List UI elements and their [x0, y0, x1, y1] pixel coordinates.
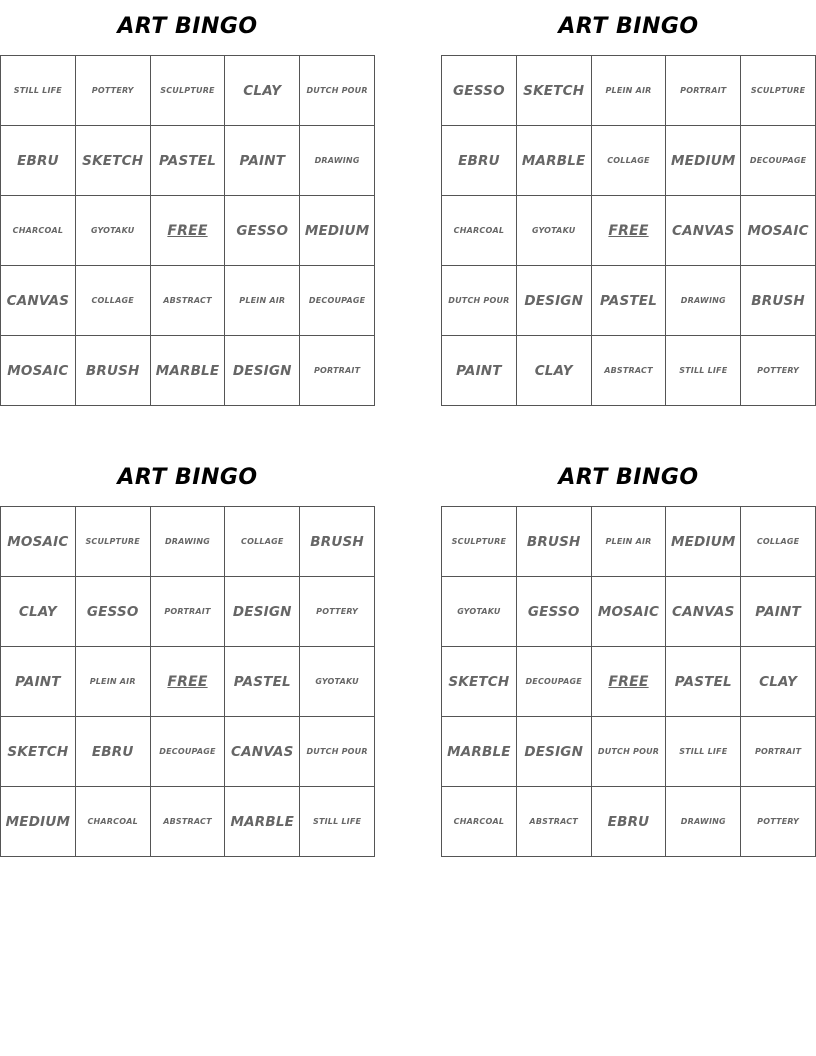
bingo-cell: DUTCH POUR: [442, 266, 517, 336]
bingo-cell: SKETCH: [442, 647, 517, 717]
bingo-cell: SCULPTURE: [151, 56, 226, 126]
bingo-cell: GESSO: [76, 577, 151, 647]
bingo-cell: CHARCOAL: [76, 787, 151, 857]
bingo-cell: COLLAGE: [741, 507, 816, 577]
bingo-cell: MARBLE: [442, 717, 517, 787]
bingo-card-4: [441, 451, 816, 857]
bingo-cell: POTTERY: [300, 577, 375, 647]
bingo-cell: SCULPTURE: [76, 507, 151, 577]
bingo-cell: CHARCOAL: [442, 787, 517, 857]
bingo-cell: DUTCH POUR: [300, 717, 375, 787]
bingo-cell: EBRU: [1, 126, 76, 196]
bingo-cell: PASTEL: [592, 266, 667, 336]
card-title: ART BINGO: [558, 465, 699, 490]
bingo-cell: GESSO: [517, 577, 592, 647]
bingo-cell: PAINT: [442, 336, 517, 406]
bingo-card-2: [441, 0, 816, 406]
bingo-cell: MEDIUM: [666, 507, 741, 577]
bingo-cell: DECOUPAGE: [151, 717, 226, 787]
bingo-cell: PLEIN AIR: [76, 647, 151, 717]
bingo-cell: PORTRAIT: [741, 717, 816, 787]
bingo-cell: PAINT: [1, 647, 76, 717]
bingo-cell: ABSTRACT: [151, 787, 226, 857]
bingo-cell: DECOUPAGE: [517, 647, 592, 717]
free-space-cell: FREE: [592, 196, 667, 266]
bingo-cell: CHARCOAL: [442, 196, 517, 266]
bingo-cell: MEDIUM: [1, 787, 76, 857]
bingo-cell: CANVAS: [666, 577, 741, 647]
bingo-cell: POTTERY: [76, 56, 151, 126]
free-space-cell: FREE: [151, 196, 226, 266]
bingo-cell: PASTEL: [151, 126, 226, 196]
bingo-cell: DESIGN: [225, 336, 300, 406]
bingo-cell: SKETCH: [76, 126, 151, 196]
bingo-cell: DRAWING: [300, 126, 375, 196]
bingo-cell: DECOUPAGE: [741, 126, 816, 196]
bingo-cell: CLAY: [225, 56, 300, 126]
bingo-cell: PLEIN AIR: [592, 56, 667, 126]
bingo-cell: GYOTAKU: [76, 196, 151, 266]
free-space-cell: FREE: [592, 647, 667, 717]
bingo-grid: [441, 506, 816, 857]
bingo-cell: ABSTRACT: [151, 266, 226, 336]
bingo-cell: PAINT: [741, 577, 816, 647]
bingo-cell: COLLAGE: [592, 126, 667, 196]
bingo-cell: ABSTRACT: [517, 787, 592, 857]
bingo-cell: MOSAIC: [741, 196, 816, 266]
bingo-cell: PASTEL: [666, 647, 741, 717]
bingo-cell: MARBLE: [225, 787, 300, 857]
bingo-cell: SKETCH: [1, 717, 76, 787]
bingo-cell: POTTERY: [741, 336, 816, 406]
bingo-cell: DESIGN: [517, 717, 592, 787]
bingo-cell: STILL LIFE: [666, 336, 741, 406]
bingo-grid: [441, 55, 816, 406]
bingo-cell: MOSAIC: [1, 507, 76, 577]
bingo-cell: STILL LIFE: [300, 787, 375, 857]
bingo-cell: BRUSH: [300, 507, 375, 577]
bingo-cell: BRUSH: [517, 507, 592, 577]
bingo-cell: PAINT: [225, 126, 300, 196]
bingo-cell: EBRU: [442, 126, 517, 196]
bingo-cell: PORTRAIT: [151, 577, 226, 647]
bingo-cell: POTTERY: [741, 787, 816, 857]
bingo-cell: PORTRAIT: [300, 336, 375, 406]
bingo-cell: PORTRAIT: [666, 56, 741, 126]
bingo-cell: CANVAS: [225, 717, 300, 787]
card-title: ART BINGO: [558, 14, 699, 39]
bingo-cell: COLLAGE: [225, 507, 300, 577]
bingo-cell: CANVAS: [1, 266, 76, 336]
bingo-cell: BRUSH: [76, 336, 151, 406]
bingo-cell: DRAWING: [666, 787, 741, 857]
bingo-cell: ABSTRACT: [592, 336, 667, 406]
bingo-cell: MOSAIC: [1, 336, 76, 406]
bingo-card-1: [0, 0, 375, 406]
bingo-cell: STILL LIFE: [666, 717, 741, 787]
bingo-cell: DUTCH POUR: [592, 717, 667, 787]
bingo-cell: GYOTAKU: [442, 577, 517, 647]
bingo-cell: EBRU: [76, 717, 151, 787]
bingo-cell: SCULPTURE: [741, 56, 816, 126]
card-title: ART BINGO: [117, 14, 258, 39]
bingo-cell: DESIGN: [225, 577, 300, 647]
bingo-cell: MARBLE: [517, 126, 592, 196]
bingo-cell: SCULPTURE: [442, 507, 517, 577]
bingo-cell: GESSO: [225, 196, 300, 266]
bingo-cell: CHARCOAL: [1, 196, 76, 266]
bingo-cell: PLEIN AIR: [225, 266, 300, 336]
bingo-cell: BRUSH: [741, 266, 816, 336]
bingo-cell: GESSO: [442, 56, 517, 126]
bingo-cell: MEDIUM: [300, 196, 375, 266]
bingo-grid: [0, 506, 375, 857]
bingo-cell: STILL LIFE: [1, 56, 76, 126]
bingo-cell: CANVAS: [666, 196, 741, 266]
bingo-cell: MARBLE: [151, 336, 226, 406]
bingo-cell: DRAWING: [151, 507, 226, 577]
bingo-card-3: [0, 451, 375, 857]
bingo-cell: CLAY: [1, 577, 76, 647]
bingo-cell: COLLAGE: [76, 266, 151, 336]
bingo-cell: CLAY: [517, 336, 592, 406]
bingo-cell: DUTCH POUR: [300, 56, 375, 126]
bingo-cell: CLAY: [741, 647, 816, 717]
bingo-cell: GYOTAKU: [300, 647, 375, 717]
bingo-cell: EBRU: [592, 787, 667, 857]
bingo-cell: DRAWING: [666, 266, 741, 336]
bingo-cell: MEDIUM: [666, 126, 741, 196]
bingo-cell: SKETCH: [517, 56, 592, 126]
bingo-grid: [0, 55, 375, 406]
bingo-cell: MOSAIC: [592, 577, 667, 647]
bingo-cell: DESIGN: [517, 266, 592, 336]
card-title: ART BINGO: [117, 465, 258, 490]
free-space-cell: FREE: [151, 647, 226, 717]
bingo-cell: PASTEL: [225, 647, 300, 717]
bingo-cell: GYOTAKU: [517, 196, 592, 266]
bingo-cell: PLEIN AIR: [592, 507, 667, 577]
bingo-cell: DECOUPAGE: [300, 266, 375, 336]
